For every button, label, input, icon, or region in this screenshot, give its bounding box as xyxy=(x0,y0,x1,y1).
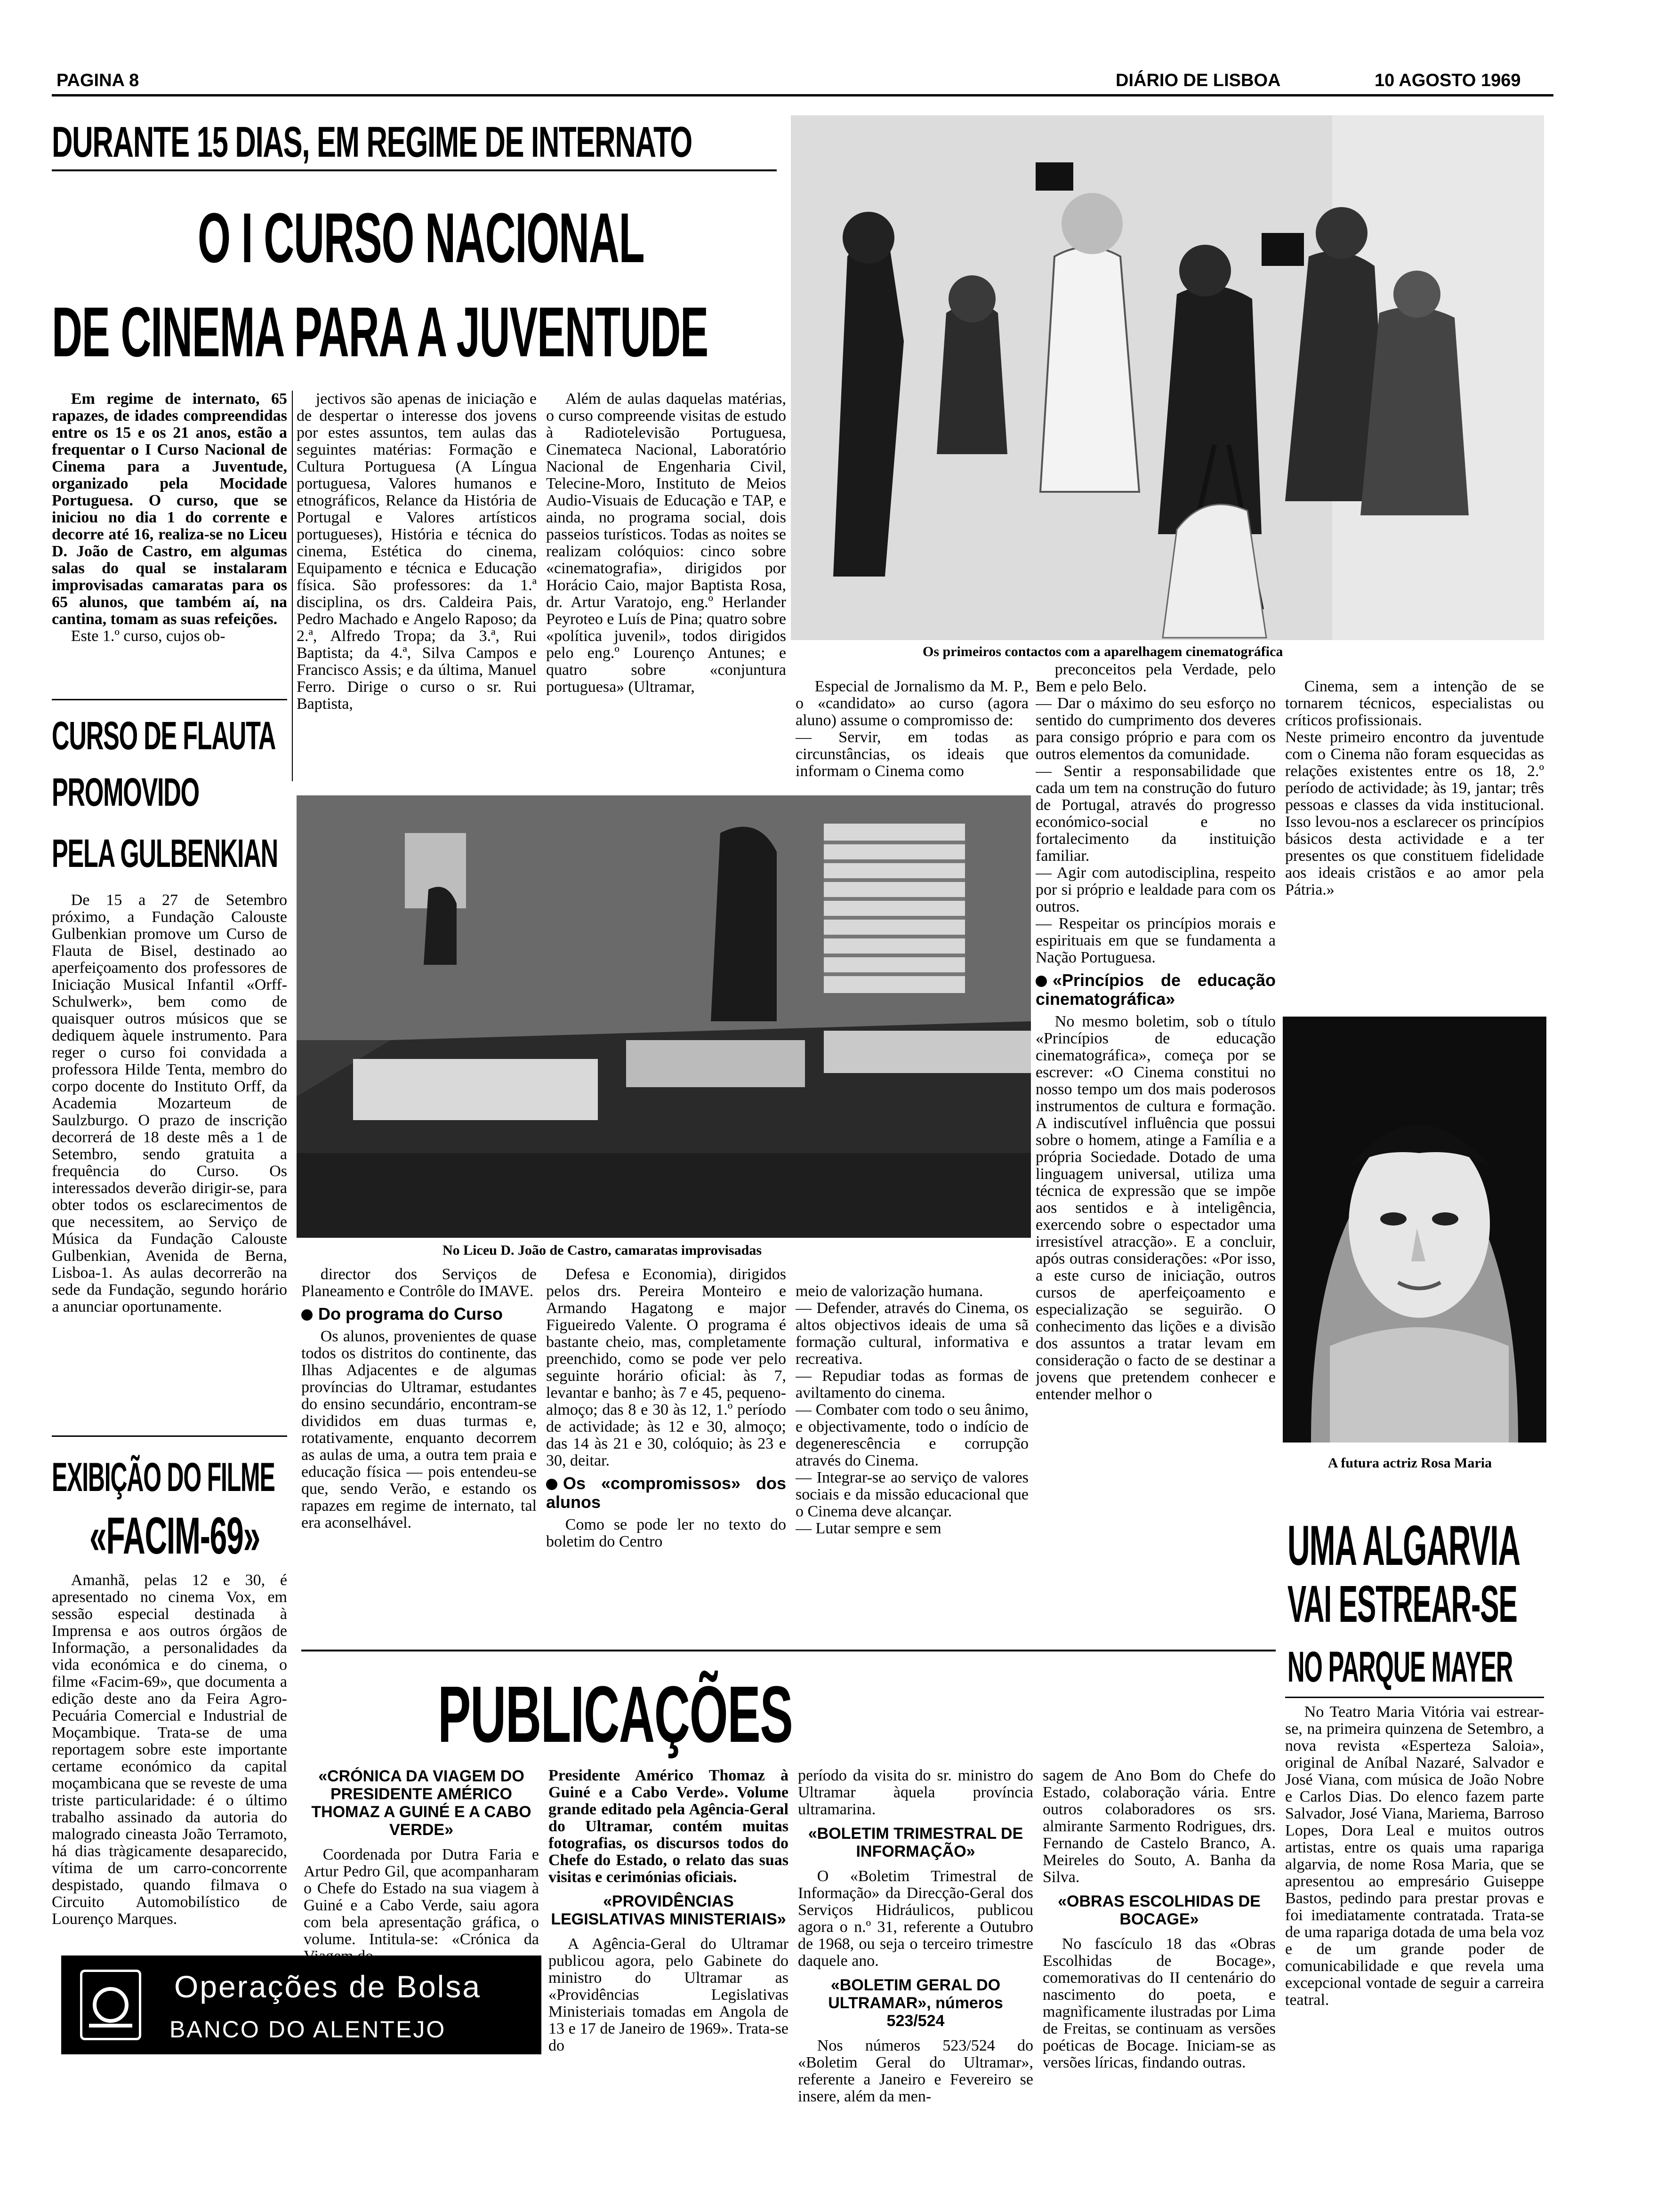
page-number: PAGINA 8 xyxy=(56,71,139,90)
flauta-title-1: CURSO DE FLAUTA xyxy=(52,713,276,758)
ad-line-2: BANCO DO ALENTEJO xyxy=(169,2016,446,2043)
actress-title-1: UMA ALGARVIA xyxy=(1287,1514,1520,1577)
story-lower-col1-text: director dos Serviços de Planeamento e Contrôle do IMAVE. xyxy=(301,1266,537,1300)
publicacoes-title: PUBLICAÇÕES xyxy=(438,1670,793,1759)
flauta-text xyxy=(52,892,287,1433)
story-column-6 xyxy=(1285,661,1544,1010)
bank-logo-icon xyxy=(80,1970,141,2040)
actress-caption: A futura actriz Rosa Maria xyxy=(1327,1455,1492,1471)
story-col4-text: Especial de Jornalismo da M. P., o «candidato» ao curso (agora aluno) assume o compromisso de: — Servir, em todas as circunstâncias, os ideais que informam o Cinema como xyxy=(796,678,1029,780)
subhead-principios-text: «Princípios de educação cinematográfica» xyxy=(1036,970,1276,1009)
story-lower-col3-text: meio de valorização humana. — Defender, através do Cinema, os altos objectivos ideais de uma sã formação cultural, informativa e recreativa. — Repudiar todas as formas de aviltamento do cinema. — Combater com todo o seu ânimo, e objectivamente, todo o indício de degenerescência e corrupção através do Cinema. — Integrar-se ao serviço de valores sociais e da missão educacional que o Cinema deve alcançar. — Lutar sempre e sem xyxy=(796,1282,1029,1537)
masthead-rule xyxy=(52,94,1553,96)
flauta-top-rule xyxy=(52,699,287,700)
story-title-line1: O I CURSO NACIONAL xyxy=(198,198,644,277)
story-kicker: DURANTE 15 DIAS, EM REGIME DE INTERNATO xyxy=(52,118,692,166)
publicacoes-rule xyxy=(301,1650,1276,1651)
bank-advertisement xyxy=(61,1956,541,2054)
pub-title-cronica: «CRÓNICA DA VIAGEM DO PRESIDENTE AMÉRICO THOMAZ A GUINÉ E A CABO VERDE» xyxy=(311,1767,531,1839)
story-lower-col-1 xyxy=(301,1266,537,1647)
pub-title-providencias: «PROVIDÊNCIAS LEGISLATIVAS MINISTERIAIS» xyxy=(551,1892,786,1928)
story-column-4 xyxy=(796,661,1029,798)
actress-body: No Teatro Maria Vitória vai estrear-se, na primeira quinzena de Setembro, a nova revista «Esperteza Saloia», original de Aníbal Nazaré, Salvador e José Viana, com música de João Nobre e Carlos Dias. Do elenco fazem parte Salvador, José Viana, Mariema, Barroso Lopes, Dora Leal e muitos outros artistas, entre os quais uma rapariga algarvia, de nome Rosa Maria, que se apresentou ao empresário Guiseppe Bastos, pedindo para prestar provas e foi imediatamente contratada. Trata-se de uma rapariga dotada de uma bela voz e de um grande poder de comunicabilidade e que revela uma excepcional vontade de seguir a carreira teatral. xyxy=(1285,1704,1544,2009)
story-lower-col1b-text: Os alunos, provenientes de quase todos os distritos do continente, das Ilhas Adjacentes e de algumas províncias do Ultramar, estudantes do ensino secundário, encontram-se divididos em duas turmas e, rotativamente, enquanto decorrem as aulas de uma, a outra tem praia e educação física — pois entendeu-se que, sendo Verão, e estando os rapazes em regime de internato, tal era aconselhável. xyxy=(301,1328,537,1531)
subhead-programa xyxy=(301,1305,537,1323)
pub-text-cronica-cont: Presidente Américo Thomaz à Guiné e a Cabo Verde». Volume grande editado pela Agência-Geral do Ultramar, contém muitas fotografias, os discursos todos do Chefe do Estado, o relato das suas visitas e cerimónias oficiais. xyxy=(548,1767,788,1886)
facim-body: Amanhã, pelas 12 e 30, é apresentado no cinema Vox, em sessão especial destinada à Imprensa e aos outros órgãos de Informação, a personalidades da vida económica e do cinema, o filme «Facim-69», que documenta a edição deste ano da Feira Agro-Pecuária Comercial e Industrial de Moçambique. Trata-se de uma reportagem sobre este importante certame económico da capital moçambicana que se reveste de uma triste particularidade: é o último trabalho assinado da autoria do malogrado cineasta João Terramoto, há dias tràgicamente desaparecido, vítima de um carro-concorrente despistado, quando filmava o Circuito Automobilístico de Lourenço Marques. xyxy=(52,1572,287,1928)
facim-top-rule xyxy=(52,1435,287,1437)
story-column-3 xyxy=(546,391,786,788)
pub-text-boletim-trimestral: O «Boletim Trimestral de Informação» da Direcção-Geral dos Serviços Hidráulicos, publicou agora o n.º 31, referente a Outubro de 1968, ou seja o terceiro trimestre daquele ano. xyxy=(798,1867,1033,1970)
facim-text xyxy=(52,1572,287,1939)
photo-actress xyxy=(1283,1017,1546,1443)
story-lower-col2-text: Defesa e Economia), dirigidos pelos drs. Pereira Monteiro e Armando Hagatong e major Figueiredo Valente. O programa é bastante cheio, mas, completamente preenchido, como se pode ver pelo seguinte horário oficial: às 7, levantar e banho; às 7 e 45, pequeno-almoço; das 8 e 30 às 12, 1.º período de actividade; às 12 e 30, almoço; das 14 às 21 e 30, colóquio; às 23 e 30, deitar. xyxy=(546,1266,786,1469)
pub-title-bocage: «OBRAS ESCOLHIDAS DE BOCAGE» xyxy=(1058,1892,1261,1928)
photo1-caption: Os primeiros contactos com a aparelhagem cinematográfica xyxy=(923,644,1283,659)
pub-text-bocage: No fascículo 18 das «Obras Escolhidas de Bocage», comemorativas do II centenário do nascimento do poeta, e magnìficamente ilustradas por Lima de Freitas, se continuam as versões poéticas de Bocage. Iniciam-se as versões líricas, findando outras. xyxy=(1043,1935,1276,2071)
story-column-5 xyxy=(1036,661,1276,1607)
story-col5-top: preconceitos pela Verdade, pelo Bem e pelo Belo. — Dar o máximo do seu esforço no sentido do cumprimento dos deveres para consigo próprio e para com os outros elementos da comunidade. — Sentir a responsabilidade que cada um tem na construção do futuro de Portugal, através do progresso económico-social e no fortalecimento da instituição familiar. — Agir com autodisciplina, respeito por si próprio e lealdade para com os outros. — Respeitar os princípios morais e espirituais em que se fundamenta a Nação Portuguesa. xyxy=(1036,661,1276,966)
pub-text-boletim-geral: Nos números 523/524 do «Boletim Geral do Ultramar», referente a Janeiro e Fevereiro se insere, além da men- xyxy=(798,2037,1033,2105)
photo-camera-class xyxy=(791,115,1544,640)
flauta-title-2: PROMOVIDO xyxy=(52,770,199,814)
story-lower-col-2 xyxy=(546,1266,786,1647)
story-col1-end: Este 1.º curso, cujos ob- xyxy=(71,627,225,645)
bullet-icon xyxy=(1036,976,1047,987)
flauta-body: De 15 a 27 de Setembro próximo, a Fundação Calouste Gulbenkian promove um Curso de Flauta de Bisel, destinado ao aperfeiçoamento dos professores de Iniciação Musical Infantil «Orff-Schulwerk», bem como de quaisquer outros músicos que se dediquem àquele instrumento. Para reger o curso foi convidada a professora Hilde Tenta, membro do corpo docente do Instituto Orff, da Academia Mozarteum de Saulzburgo. O prazo de inscrição decorrerá de 18 deste mês a 1 de Setembro, sendo gratuita a frequência do Curso. Os interessados deverão dirigir-se, para obter todos os esclarecimentos de que necessitem, ao Serviço de Música da Fundação Calouste Gulbenkian, Avenida de Berna, Lisboa-1. As aulas decorrerão na sede da Fundação, segundo horário a anunciar oportunamente. xyxy=(52,892,287,1315)
pub-title-boletim-trimestral: «BOLETIM TRIMESTRAL DE INFORMAÇÃO» xyxy=(808,1825,1023,1860)
bullet-icon xyxy=(301,1309,313,1321)
actress-title-2: VAI ESTREAR-SE xyxy=(1287,1575,1517,1633)
story-col3-text: Além de aulas daquelas matérias, o curso compreende visitas de estudo à Radiotelevisão Portuguesa, Cinemateca Nacional, Laboratório Nacional de Engenharia Civil, Telecine-Moro, Instituto de Meios Audio-Visuais de Educação e TAP, e ainda, no programa social, dois passeios turísticos. Todas as noites se realizam colóquios: cinco sobre «cinematografia», dirigidos por Horácio Caio, major Baptista Rosa, dr. Artur Varatojo, eng.º Herlander Peyroteo e Luís de Pina; quatro sobre «política juvenil», todos dirigidos pelo eng.º Lourenço Antunes; e quatro sobre «conjuntura portuguesa» (Ultramar, xyxy=(546,391,786,696)
actress-title-3: NO PARQUE MAYER xyxy=(1287,1643,1513,1691)
photo-dormitory xyxy=(297,795,1031,1238)
story-column-1 xyxy=(52,391,287,692)
subhead-programa-text: Do programa do Curso xyxy=(318,1304,503,1323)
photo2-caption: No Liceu D. João de Castro, camaratas improvisadas xyxy=(442,1242,762,1258)
ad-line-1: Operações de Bolsa xyxy=(174,1969,482,2004)
pub-text-providencias: A Agência-Geral do Ultramar publicou agora, pelo Gabinete do ministro do Ultramar as «Providências Legislativas Ministeriais tomadas em Angola de 13 e 17 de Janeiro de 1969». Trata-se do xyxy=(548,1935,788,2054)
story-lower-col2b-text: Como se pode ler no texto do boletim do Centro xyxy=(546,1516,786,1550)
story-column-2 xyxy=(297,391,537,788)
story-lower-col-3 xyxy=(796,1266,1029,1647)
kicker-underline xyxy=(52,169,777,171)
flauta-title-3: PELA GULBENKIAN xyxy=(52,831,278,875)
actress-rule xyxy=(1285,1697,1544,1698)
pub-text-cronica: Coordenada por Dutra Faria e Artur Pedro Gil, que acompanharam o Chefe do Estado na sua viagem à Guiné e a Cabo Verde, saiu agora com bela apresentação gráfica, o volume. Intitula-se: «Crónica da xyxy=(304,1846,539,1948)
facim-title-2: «FACIM-69» xyxy=(89,1507,260,1565)
publicacoes-col-2 xyxy=(548,1767,788,2116)
story-col2-text: jectivos são apenas de iniciação e de despertar o interesse dos jovens por estes assuntos, tem aulas das seguintes matérias: Formação e Cultura Portuguesa (A Língua portuguesa, Valores humanos e etnográficos, Relance da História de Portugal e Valores artísticos portugueses), História e técnica do cinema, Estética do cinema, Equipamento e técnica e Educação física. São professores: da 1.ª disciplina, os drs. Caldeira Pais, Pedro Machado e Angelo Raposo; da 2.ª, Alfredo Tropa; da 3.ª, Rui Baptista; da 4.ª, Silva Campos e Francisco Assis; e da última, Manuel Ferro. Dirige o curso o sr. Rui Baptista, xyxy=(297,391,537,713)
issue-date: 10 AGOSTO 1969 xyxy=(1375,71,1521,90)
subhead-compromissos-text: Os «compromissos» dos alunos xyxy=(546,1474,786,1512)
column-rule xyxy=(292,391,293,781)
facim-title-1: EXIBIÇÃO DO FILME xyxy=(52,1455,275,1500)
story-lead: Em regime de internato, 65 rapazes, de idades compreendidas entre os 15 e os 21 anos, estão a frequentar o I Curso Nacional de Cinema para a Juventude, organizado pela Mocidade Portuguesa. O curso, que se iniciou no dia 1 do corrente e decorre até 16, realiza-se no Liceu D. João de Castro, em algumas salas do qual se instalaram improvisadas camaratas para os 65 alunos, que também aí, na cantina, tomam as suas refeições. xyxy=(52,391,287,628)
subhead-principios xyxy=(1036,971,1276,1009)
pub-text-periodo: período da visita do sr. ministro do Ultramar àquela província ultramarina. xyxy=(798,1767,1033,1818)
pub-text-mensagem: sagem de Ano Bom do Chefe do Estado, colaboração vária. Entre outros colaboradores os srs. almirante Sarmento Rodrigues, drs. Fernando de Castelo Branco, A. Meireles do Souto, A. Banha da Silva. xyxy=(1043,1767,1276,1886)
bullet-icon xyxy=(546,1479,557,1490)
story-col5-principios: No mesmo boletim, sob o título «Princípios de educação cinematográfica», começa por se escrever: «O Cinema constitui no nosso tempo um dos mais poderosos instrumentos de cultura e formação. A indiscutível influência que possui sobre o homem, atinge a Família e a própria Sociedade. Dotado de uma linguagem universal, utiliza uma técnica de expressão que se impõe aos sentidos e à inteligência, exercendo sobre o espectador uma irresistível atracção». E a concluir, após outras considerações: «Por isso, a este curso de iniciação, outros cursos de aperfeiçoamento e especialização se seguirão. O conhecimento das lições e a divisão dos assuntos a tratar levam em consideração o facto de se destinar a jovens que pretendem conhecer e entender melhor o xyxy=(1036,1013,1276,1403)
publicacoes-col-3 xyxy=(798,1767,1033,2116)
subhead-compromissos xyxy=(546,1474,786,1512)
story-title-line2: DE CINEMA PARA A JUVENTUDE xyxy=(52,292,708,371)
story-col6-text: Cinema, sem a intenção de se tornarem técnicos, especialistas ou críticos profissionais. Neste primeiro encontro da juventude com o Cinema não foram esquecidas as relações existentes entre os 18, 2.º período de actividade; às 19, jantar; três pessoas e classes da vida institucional. Isso levou-nos a esclarecer os princípios básicos desta actividade e a ter presentes os que constituem fidelidade aos ideais cristãos e ao amor pela Pátria.» xyxy=(1285,678,1544,898)
newspaper-name: DIÁRIO DE LISBOA xyxy=(1116,71,1281,90)
pub-title-boletim-geral: «BOLETIM GERAL DO ULTRAMAR», números 523/524 xyxy=(828,1976,1003,2030)
publicacoes-col-4 xyxy=(1043,1767,1276,2116)
actress-text xyxy=(1285,1704,1544,2090)
